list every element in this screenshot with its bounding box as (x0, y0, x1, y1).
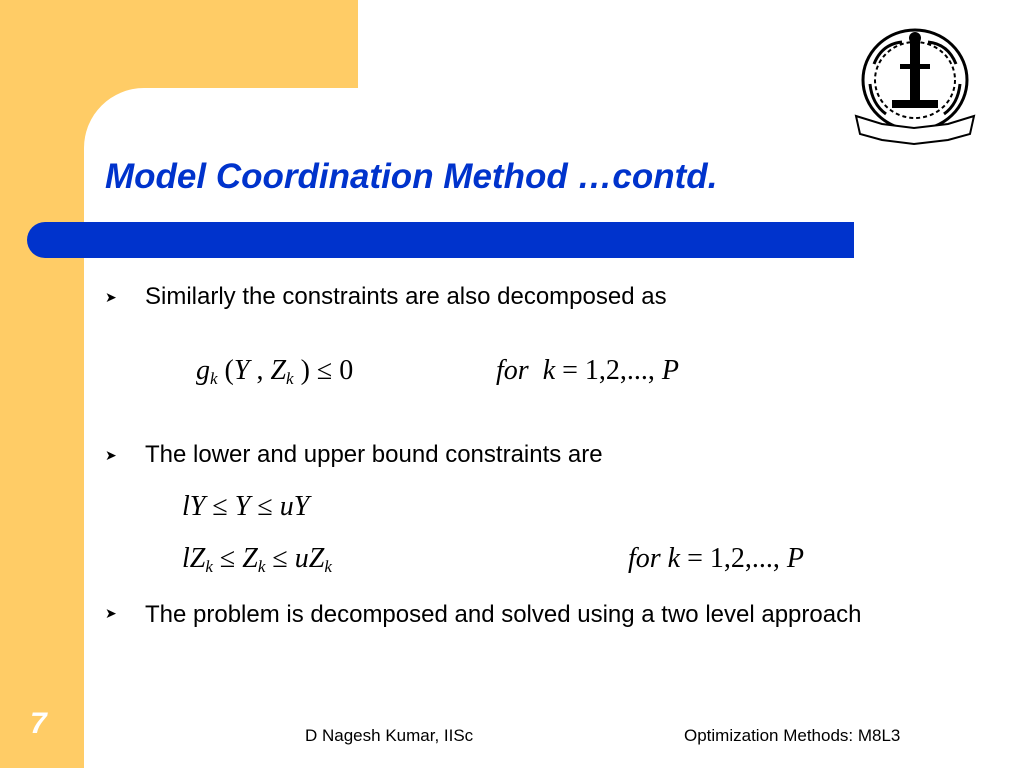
equation-g-constraint: $g_k$ (Y , $Z_k$ ) ≤ 0 (196, 355, 354, 388)
arrow-bullet-icon: ➤ (105, 605, 117, 621)
equation-z-bound: $lZ_k \le Z_k \le uZ_k$ (182, 543, 332, 576)
page-number: 7 (30, 707, 47, 740)
equation-z-range: for k = 1,2,..., P (628, 543, 805, 574)
arrow-bullet-icon: ➤ (105, 289, 117, 305)
bullet-text: Similarly the constraints are also decomposed as (145, 283, 667, 310)
bullet-text: The problem is decomposed and solved using a two level approach (145, 601, 862, 628)
bullet-item (105, 440, 865, 470)
frame-left-band (0, 0, 84, 768)
equation-g-range: for k = 1,2,..., P (496, 355, 680, 386)
bullet-item (105, 282, 865, 312)
bullet-text: The lower and upper bound constraints are (145, 441, 603, 468)
footer-course: Optimization Methods: M8L3 (684, 726, 901, 745)
iisc-logo (852, 24, 978, 148)
bullet-item (105, 598, 905, 678)
frame-corner (84, 88, 144, 148)
slide-title: Model Coordination Method …contd. (105, 157, 718, 196)
arrow-bullet-icon: ➤ (105, 447, 117, 463)
equation-y-bound: lY ≤ Y ≤ uY (182, 491, 310, 522)
footer-author: D Nagesh Kumar, IISc (305, 726, 474, 745)
title-bar (27, 222, 854, 258)
